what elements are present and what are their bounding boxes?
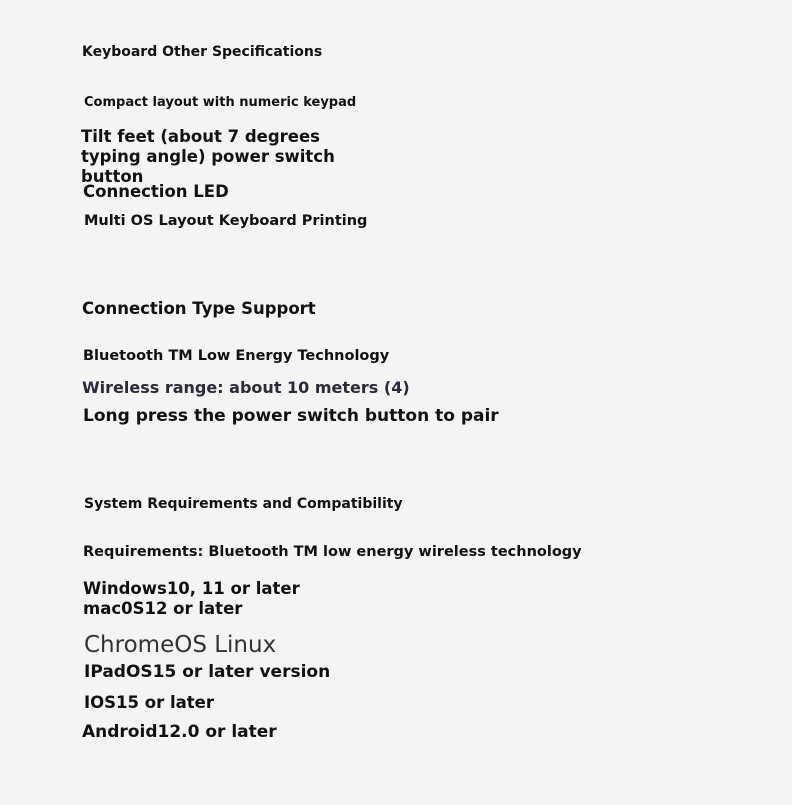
connection-item-wireless-range: Wireless range: about 10 meters (4) — [82, 378, 410, 397]
system-item-requirements: Requirements: Bluetooth TM low energy wireless technology — [83, 544, 582, 560]
system-item-ios: IOS15 or later — [84, 693, 214, 712]
connection-item-bluetooth: Bluetooth TM Low Energy Technology — [83, 348, 390, 364]
spec-item-compact-layout: Compact layout with numeric keypad — [84, 95, 357, 110]
spec-item-connection-led: Connection LED — [83, 182, 229, 201]
system-item-ipados: IPadOS15 or later version — [84, 662, 331, 682]
system-item-android: Android12.0 or later — [82, 722, 277, 742]
connection-item-pairing: Long press the power switch button to pair — [83, 406, 499, 426]
system-item-windows-mac: Windows10, 11 or later mac0S12 or later — [83, 579, 300, 618]
system-heading: System Requirements and Compatibility — [84, 496, 403, 512]
spec-item-tilt-feet: Tilt feet (about 7 degrees typing angle) power switch button — [81, 127, 335, 186]
system-item-chromeos-linux: ChromeOS Linux — [84, 632, 277, 658]
connection-heading: Connection Type Support — [82, 299, 316, 318]
keyboard-specs-heading: Keyboard Other Specifications — [82, 44, 323, 60]
spec-item-multi-os-printing: Multi OS Layout Keyboard Printing — [84, 213, 368, 229]
